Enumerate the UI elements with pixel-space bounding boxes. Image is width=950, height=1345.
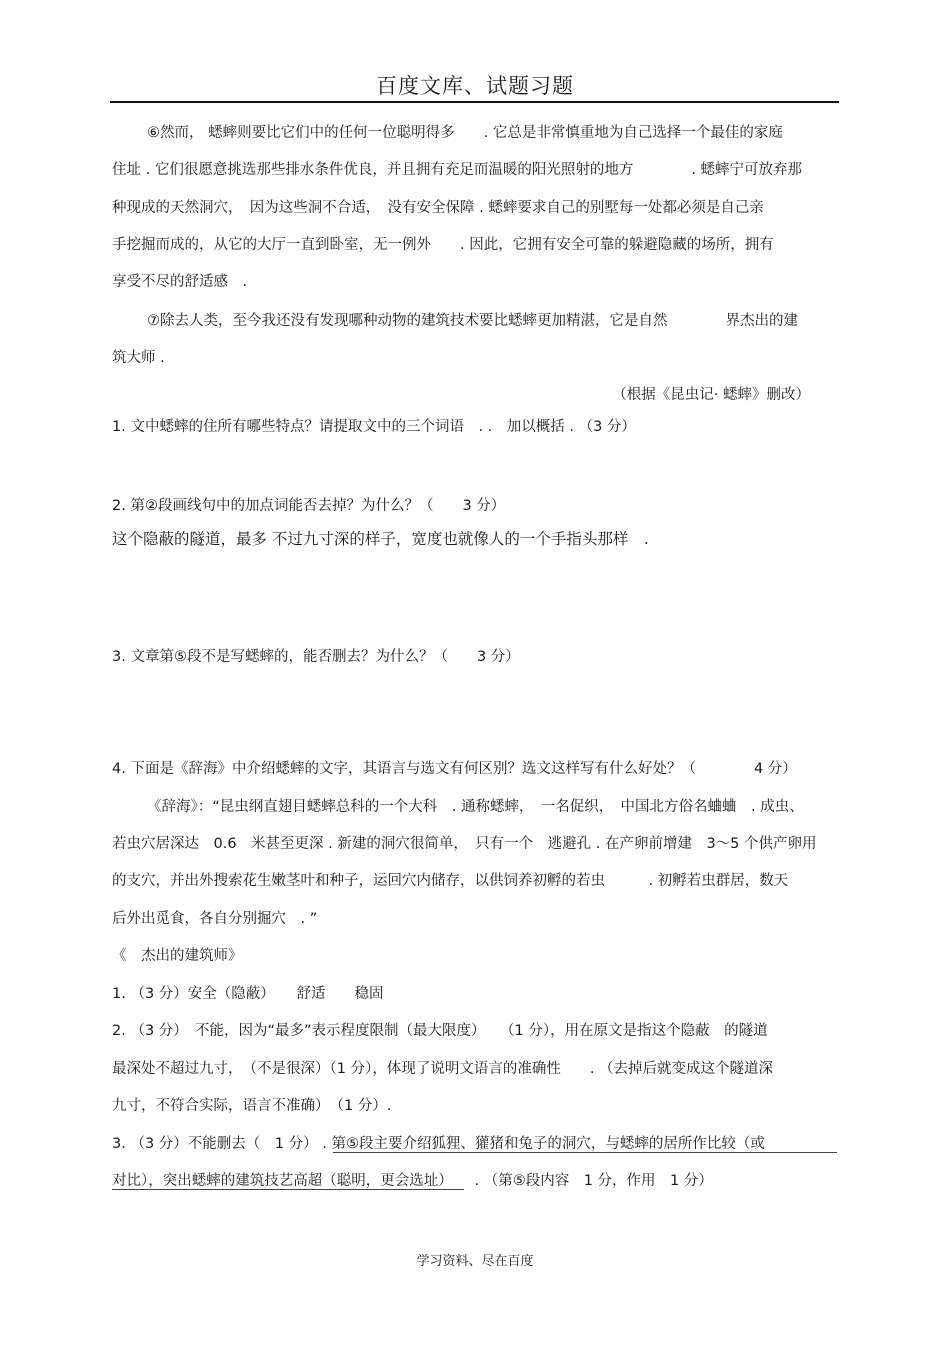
question-2-quote: 这个隐蔽的隧道，最多 不过九寸深的样子，宽度也就像人的一个手指头那样 . [112,530,649,548]
answer-3-underline-1 [333,1152,837,1153]
answers-heading: 《 杰出的建筑师》 [112,948,243,964]
passage-p7-line-1: ⑦除去人类，至今我还没有发现哪种动物的建筑技术要比蟋蟀更加精湛，它是自然 界杰出的建 [147,313,798,329]
answer-3-line-1: 3. （3 分）不能删去（ 1 分） . 第⑤段主要介绍狐狸、獾猪和兔子的洞穴，与蟋蟀的居所作比较（或 [112,1136,765,1152]
page-title: 百度文库、试题习题 [376,74,574,98]
question-1: 1. 文中蟋蟀的住所有哪些特点？请提取文中的三个词语 . . 加以概括 . （3 分） [112,419,636,435]
passage-p6-line-5: 享受不尽的舒适感 . [112,274,248,290]
answer-1: 1. （3 分）安全（隐蔽） 舒适 稳固 [112,986,384,1002]
passage-source: （根据《昆虫记· 蟋蟀》删改） [612,387,810,403]
answer-2-line-1: 2. （3 分） 不能，因为“最多”表示程度限制（最大限度） （1 分），用在原文是指这个隐蔽 的隧道 [112,1023,768,1039]
question-4-text-line-2: 若虫穴居深达 0.6 米甚至更深 . 新建的洞穴很简单， 只有一个 逃避孔 . 在产卵前增建 3～5 个供产卵用 [112,836,817,852]
question-2: 2. 第②段画线句中的加点词能否去掉？为什么？（ 3 分） [112,498,506,514]
question-3: 3. 文章第⑤段不是写蟋蟀的，能否删去？为什么？（ 3 分） [112,649,520,665]
passage-p6-line-3: 种现成的天然洞穴， 因为这些洞不合适， 没有安全保障 . 蟋蟀要求自己的别墅每一处都必须是自己亲 [112,200,764,216]
answer-3-underline-2 [112,1189,464,1190]
header-divider [110,101,839,103]
question-4-text-line-1: 《辞海》：“昆虫纲直翅目蟋蟀总科的一个大科 . 通称蟋蟀， 一名促织， 中国北方俗名蛐蛐 . 成虫、 [147,799,804,815]
answer-2-line-3: 九寸，不符合实际，语言不准确） （1 分）. [112,1098,392,1114]
passage-p6-line-4: 手挖掘而成的，从它的大厅一直到卧室，无一例外 . 因此，它拥有安全可靠的躲避隐藏的场所，拥有 [112,237,774,253]
question-4-text-line-3: 的支穴，并出外搜索花生嫩茎叶和种子，运回穴内储存，以供饲养初孵的若虫 . 初孵若虫群居，数天 [112,873,789,889]
answer-3-line-2: 对比），突出蟋蟀的建筑技艺高超（聪明，更会选址） . （第⑤段内容 1 分，作用 1 分） [112,1173,713,1189]
answer-2-line-2: 最深处不超过九寸， （不是很深）（1 分），体现了说明文语言的准确性 . （去掉后就变成这个隧道深 [112,1061,774,1077]
page-footer: 学习资料、尽在百度 [416,1254,534,1269]
passage-p7-line-2: 筑大师 . [112,350,165,366]
question-4-text-line-4: 后外出觅食，各自分别掘穴 . ” [112,911,318,927]
question-4: 4. 下面是《辞海》中介绍蟋蟀的文字，其语言与选文有何区别？选文这样写有什么好处？（ 4 分） [112,761,797,777]
passage-p6-line-2: 住址 . 它们很愿意挑选那些排水条件优良，并且拥有充足而温暖的阳光照射的地方 . 蟋蟀宁可放弃那 [112,162,803,178]
passage-p6-line-1: ⑥然而， 蟋蟀则要比它们中的任何一位聪明得多 . 它总是非常慎重地为自己选择一个最佳的家庭 [147,125,783,141]
